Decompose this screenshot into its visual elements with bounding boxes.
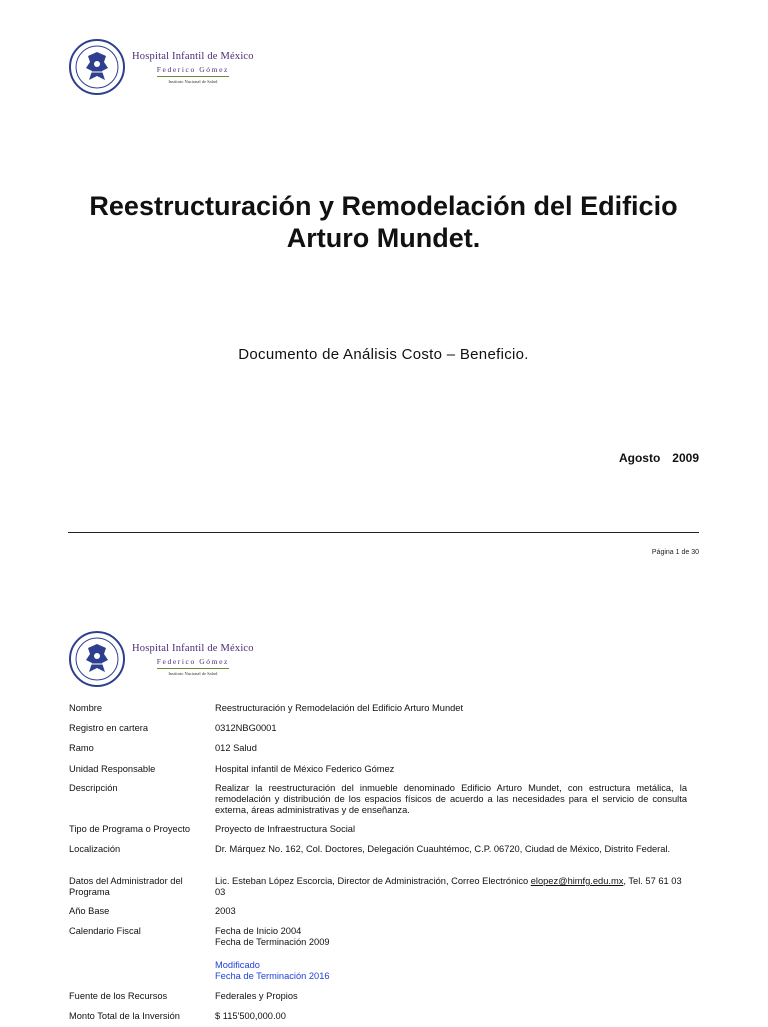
value-ramo: 012 Salud <box>215 743 257 753</box>
value-descripcion: Realizar la reestructuración del inmueble denominado Edificio Arturo Mundet, con estructura metálica, la remodelación y distribución de los espacios físicos de acuerdo a las necesidades para el servicio de consulta externa, áreas administrativas y de enseñanza. <box>215 783 687 815</box>
cal-inicio: Fecha de Inicio 2004 <box>215 926 302 936</box>
label-fuente: Fuente de los Recursos <box>69 991 168 1001</box>
document-title <box>68 190 699 254</box>
value-fuente: Federales y Propios <box>215 991 298 1001</box>
label-localizacion: Localización <box>69 844 121 854</box>
label-descripcion: Descripción <box>69 783 118 793</box>
info-row-administrador <box>69 876 687 906</box>
admin-text: Lic. Esteban López Escorcia, Director de Administración, Correo Electrónico <box>215 876 531 886</box>
label-unidad: Unidad Responsable <box>69 764 156 774</box>
value-monto: $ 115'500,000.00 <box>215 1011 286 1021</box>
value-localizacion: Dr. Márquez No. 162, Col. Doctores, Delegación Cuauhtémoc, C.P. 06720, Ciudad de México, Distrito Federal. <box>215 844 671 854</box>
label-ramo: Ramo <box>69 743 94 753</box>
info-row-localizacion <box>69 844 687 876</box>
project-info-table <box>69 703 687 1027</box>
value-administrador <box>215 876 687 898</box>
cal-modificado: Modificado <box>215 960 260 970</box>
logo-name: Hospital Infantil de México <box>132 642 254 654</box>
info-row-registro <box>69 723 687 743</box>
document-date <box>619 451 699 465</box>
hospital-logo-page2 <box>68 628 252 690</box>
document-subtitle: Documento de Análisis Costo – Beneficio. <box>238 346 529 363</box>
info-row-descripcion <box>69 783 687 824</box>
logo-institute: Instituto Nacional de Salud <box>168 78 218 84</box>
admin-email-link[interactable]: elopez@himfg.edu.mx <box>530 876 624 886</box>
label-registro: Registro en cartera <box>69 723 149 733</box>
value-tipo: Proyecto de Infraestructura Social <box>215 824 356 834</box>
value-registro: 0312NBG0001 <box>215 723 277 733</box>
label-monto: Monto Total de la Inversión <box>69 1011 180 1021</box>
hospital-seal-icon <box>68 38 126 96</box>
value-nombre: Reestructuración y Remodelación del Edificio Arturo Mundet <box>215 703 464 713</box>
info-row-fuente <box>69 991 687 1011</box>
cal-termino: Fecha de Terminación 2009 <box>215 937 330 947</box>
label-tipo: Tipo de Programa o Proyecto <box>69 824 191 834</box>
info-row-unidad <box>69 764 687 783</box>
title-line-2: Arturo Mundet. <box>286 223 481 253</box>
page-number: Página 1 de 30 <box>651 549 699 556</box>
label-calendario: Calendario Fiscal <box>69 926 141 936</box>
admin-tel: , Tel. 57 61 03 03 <box>215 876 682 897</box>
cal-termino-mod: Fecha de Terminación 2016 <box>215 971 330 981</box>
label-nombre: Nombre <box>69 703 103 713</box>
label-anio: Año Base <box>69 906 110 916</box>
info-row-ramo <box>69 743 687 764</box>
footer-divider <box>68 532 699 533</box>
date-year: 2009 <box>672 451 699 465</box>
info-row-tipo <box>69 824 687 844</box>
info-row-nombre <box>69 703 687 723</box>
logo-subname: Federico Gómez <box>157 657 229 669</box>
info-row-calendario <box>69 926 687 991</box>
value-calendario <box>215 926 687 982</box>
logo-name: Hospital Infantil de México <box>132 50 254 62</box>
date-month: Agosto <box>618 451 661 465</box>
hospital-logo <box>68 36 252 98</box>
label-administrador: Datos del Administrador del Programa <box>69 876 183 897</box>
logo-institute: Instituto Nacional de Salud <box>168 670 218 676</box>
hospital-seal-icon <box>68 630 126 688</box>
info-row-monto <box>69 1011 687 1027</box>
value-unidad: Hospital infantil de México Federico Gómez <box>215 764 395 774</box>
title-line-1: Reestructuración y Remodelación del Edificio <box>89 191 678 221</box>
info-row-anio <box>69 906 687 926</box>
logo-subname: Federico Gómez <box>157 65 229 77</box>
value-anio: 2003 <box>215 906 236 916</box>
